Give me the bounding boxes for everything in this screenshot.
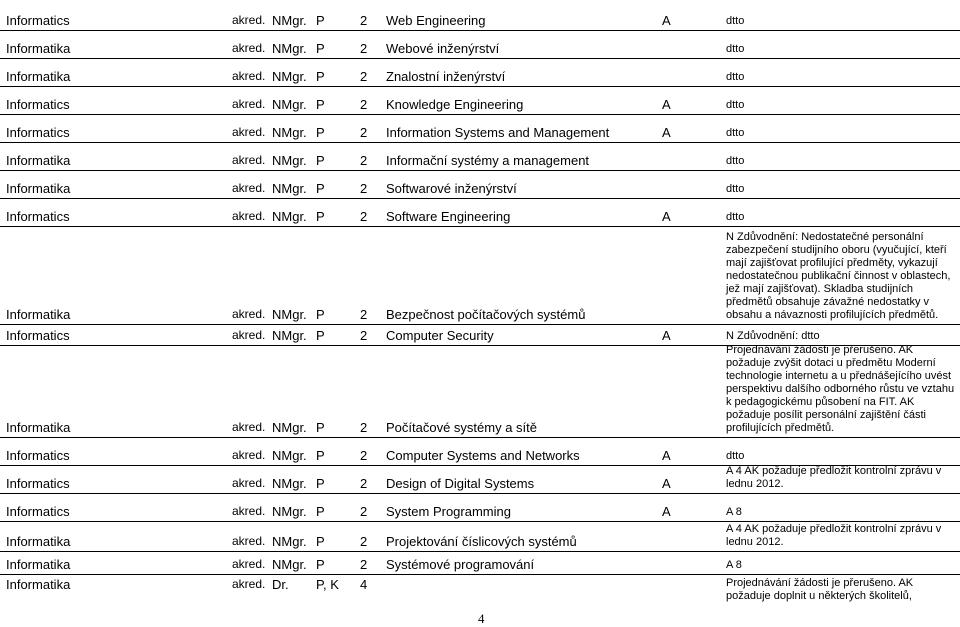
study-cell: Informatics [6, 13, 70, 28]
language-cell: A [662, 476, 671, 491]
degree-cell: NMgr. [272, 97, 307, 112]
accreditation-cell: akred. [232, 307, 266, 321]
form-cell: P [316, 125, 325, 140]
degree-cell: NMgr. [272, 13, 307, 28]
table-row [0, 0, 960, 30]
table-row [0, 437, 960, 465]
table-row [0, 114, 960, 142]
accreditation-cell: akred. [232, 69, 266, 83]
degree-cell: NMgr. [272, 307, 307, 322]
credits-cell: 2 [360, 557, 368, 572]
accreditation-cell: akred. [232, 153, 266, 167]
form-cell: P [316, 420, 325, 435]
study-cell: Informatics [6, 328, 70, 343]
note-cell: dtto [726, 15, 745, 27]
note-cell: dtto [726, 155, 745, 167]
degree-cell: Dr. [272, 577, 289, 592]
study-cell: Informatika [6, 181, 71, 196]
degree-cell: NMgr. [272, 328, 307, 343]
form-cell: P [316, 504, 325, 519]
note-cell: dtto [726, 211, 745, 223]
note-cell: Projednávání žádosti je přerušeno. AK požaduje zvýšit dotaci u předmětu Moderní technologie internetu a u přednášejícího uvést perspektivu dalšího odborného růstu ve vztahu k pedagogickému působení na FIT. AK požaduje posílit personální zajištění části profilujících předmětů. [726, 344, 955, 434]
course-name-cell: Computer Security [386, 328, 494, 343]
course-name-cell: Projektování číslicových systémů [386, 534, 577, 549]
table-row [0, 521, 960, 551]
accreditation-cell: akred. [232, 97, 266, 111]
form-cell: P [316, 153, 325, 168]
form-cell: P [316, 307, 325, 322]
accreditation-cell: akred. [232, 476, 266, 490]
course-name-cell: System Programming [386, 504, 511, 519]
degree-cell: NMgr. [272, 504, 307, 519]
table-row [0, 465, 960, 493]
degree-cell: NMgr. [272, 125, 307, 140]
degree-cell: NMgr. [272, 420, 307, 435]
language-cell: A [662, 448, 671, 463]
form-cell: P [316, 557, 325, 572]
accreditation-cell: akred. [232, 181, 266, 195]
course-name-cell: Znalostní inženýrství [386, 69, 506, 84]
table-row [0, 30, 960, 58]
note-cell: dtto [726, 43, 745, 55]
credits-cell: 4 [360, 577, 368, 592]
language-cell: A [662, 209, 671, 224]
credits-cell: 2 [360, 209, 368, 224]
form-cell: P [316, 13, 325, 28]
note-cell: A 8 [726, 559, 742, 571]
note-cell: Projednávání žádosti je přerušeno. AK požaduje doplnit u některých školitelů, [726, 577, 914, 602]
study-cell: Informatika [6, 153, 71, 168]
language-cell: A [662, 504, 671, 519]
credits-cell: 2 [360, 534, 368, 549]
study-cell: Informatika [6, 69, 71, 84]
credits-cell: 2 [360, 97, 368, 112]
course-name-cell: Design of Digital Systems [386, 476, 535, 491]
accreditation-cell: akred. [232, 534, 266, 548]
language-cell: A [662, 13, 671, 28]
note-cell: N Zdůvodnění: Nedostatečné personální zabezpečení studijního oboru (vyučující, kteří mají zajišťovat profilující předměty, vykazují nedostatečnou publikační činnost v oblastech, jež mají zajišťovat). Skladba studijních předmětů obsahuje závažné nedostatky v obsahu a návaznosti profilujících předmětů. [726, 231, 951, 321]
accreditation-cell: akred. [232, 504, 266, 518]
table-row [0, 493, 960, 521]
note-cell: A 4 AK požaduje předložit kontrolní zprávu v lednu 2012. [726, 523, 942, 548]
degree-cell: NMgr. [272, 534, 307, 549]
study-cell: Informatics [6, 97, 70, 112]
note-cell: A 4 AK požaduje předložit kontrolní zprávu v lednu 2012. [726, 465, 942, 490]
accreditation-cell: akred. [232, 420, 266, 434]
form-cell: P [316, 476, 325, 491]
form-cell: P [316, 534, 325, 549]
accreditation-cell: akred. [232, 13, 266, 27]
credits-cell: 2 [360, 476, 368, 491]
form-cell: P, K [316, 577, 339, 592]
course-name-cell: Information Systems and Management [386, 125, 610, 140]
credits-cell: 2 [360, 307, 368, 322]
study-cell: Informatics [6, 504, 70, 519]
form-cell: P [316, 209, 325, 224]
table-row [0, 198, 960, 226]
study-cell: Informatics [6, 476, 70, 491]
accreditation-cell: akred. [232, 448, 266, 462]
form-cell: P [316, 448, 325, 463]
course-name-cell: Knowledge Engineering [386, 97, 524, 112]
credits-cell: 2 [360, 420, 368, 435]
credits-cell: 2 [360, 328, 368, 343]
accreditation-cell: akred. [232, 209, 266, 223]
note-cell: A 8 [726, 506, 742, 518]
course-name-cell: Bezpečnost počítačových systémů [386, 307, 586, 322]
form-cell: P [316, 328, 325, 343]
accreditation-cell: akred. [232, 557, 266, 571]
course-name-cell: Webové inženýrství [386, 41, 500, 56]
degree-cell: NMgr. [272, 209, 307, 224]
form-cell: P [316, 69, 325, 84]
course-name-cell: Počítačové systémy a sítě [386, 420, 538, 435]
study-cell: Informatics [6, 209, 70, 224]
study-cell: Informatics [6, 448, 70, 463]
form-cell: P [316, 181, 325, 196]
table-row [0, 574, 960, 608]
study-cell: Informatics [6, 125, 70, 140]
note-cell: dtto [726, 127, 745, 139]
course-name-cell: Systémové programování [386, 557, 535, 572]
note-cell: dtto [726, 183, 745, 195]
credits-cell: 2 [360, 41, 368, 56]
credits-cell: 2 [360, 69, 368, 84]
study-cell: Informatika [6, 41, 71, 56]
study-cell: Informatika [6, 307, 71, 322]
table-row [0, 142, 960, 170]
course-name-cell: Web Engineering [386, 13, 486, 28]
table-row [0, 226, 960, 324]
study-cell: Informatika [6, 534, 71, 549]
table-row [0, 551, 960, 574]
course-name-cell: Informační systémy a management [386, 153, 590, 168]
note-cell: dtto [726, 450, 745, 462]
form-cell: P [316, 97, 325, 112]
degree-cell: NMgr. [272, 153, 307, 168]
accreditation-cell: akred. [232, 577, 266, 591]
language-cell: A [662, 97, 671, 112]
language-cell: A [662, 328, 671, 343]
page-number: 4 [478, 611, 485, 626]
accreditation-cell: akred. [232, 328, 266, 342]
degree-cell: NMgr. [272, 181, 307, 196]
degree-cell: NMgr. [272, 41, 307, 56]
table-row [0, 58, 960, 86]
study-cell: Informatika [6, 557, 71, 572]
course-name-cell: Software Engineering [386, 209, 511, 224]
credits-cell: 2 [360, 13, 368, 28]
note-cell: dtto [726, 71, 745, 83]
degree-cell: NMgr. [272, 476, 307, 491]
table-row [0, 324, 960, 345]
note-cell: dtto [726, 99, 745, 111]
credits-cell: 2 [360, 504, 368, 519]
credits-cell: 2 [360, 181, 368, 196]
note-cell: N Zdůvodnění: dtto [726, 330, 820, 342]
table-row [0, 86, 960, 114]
degree-cell: NMgr. [272, 69, 307, 84]
study-cell: Informatika [6, 420, 71, 435]
table-row [0, 345, 960, 437]
credits-cell: 2 [360, 448, 368, 463]
degree-cell: NMgr. [272, 448, 307, 463]
course-name-cell: Softwarové inženýrství [386, 181, 517, 196]
accreditation-cell: akred. [232, 41, 266, 55]
table-row [0, 170, 960, 198]
study-cell: Informatika [6, 577, 71, 592]
language-cell: A [662, 125, 671, 140]
course-name-cell: Computer Systems and Networks [386, 448, 580, 463]
form-cell: P [316, 41, 325, 56]
accreditation-cell: akred. [232, 125, 266, 139]
credits-cell: 2 [360, 153, 368, 168]
credits-cell: 2 [360, 125, 368, 140]
degree-cell: NMgr. [272, 557, 307, 572]
